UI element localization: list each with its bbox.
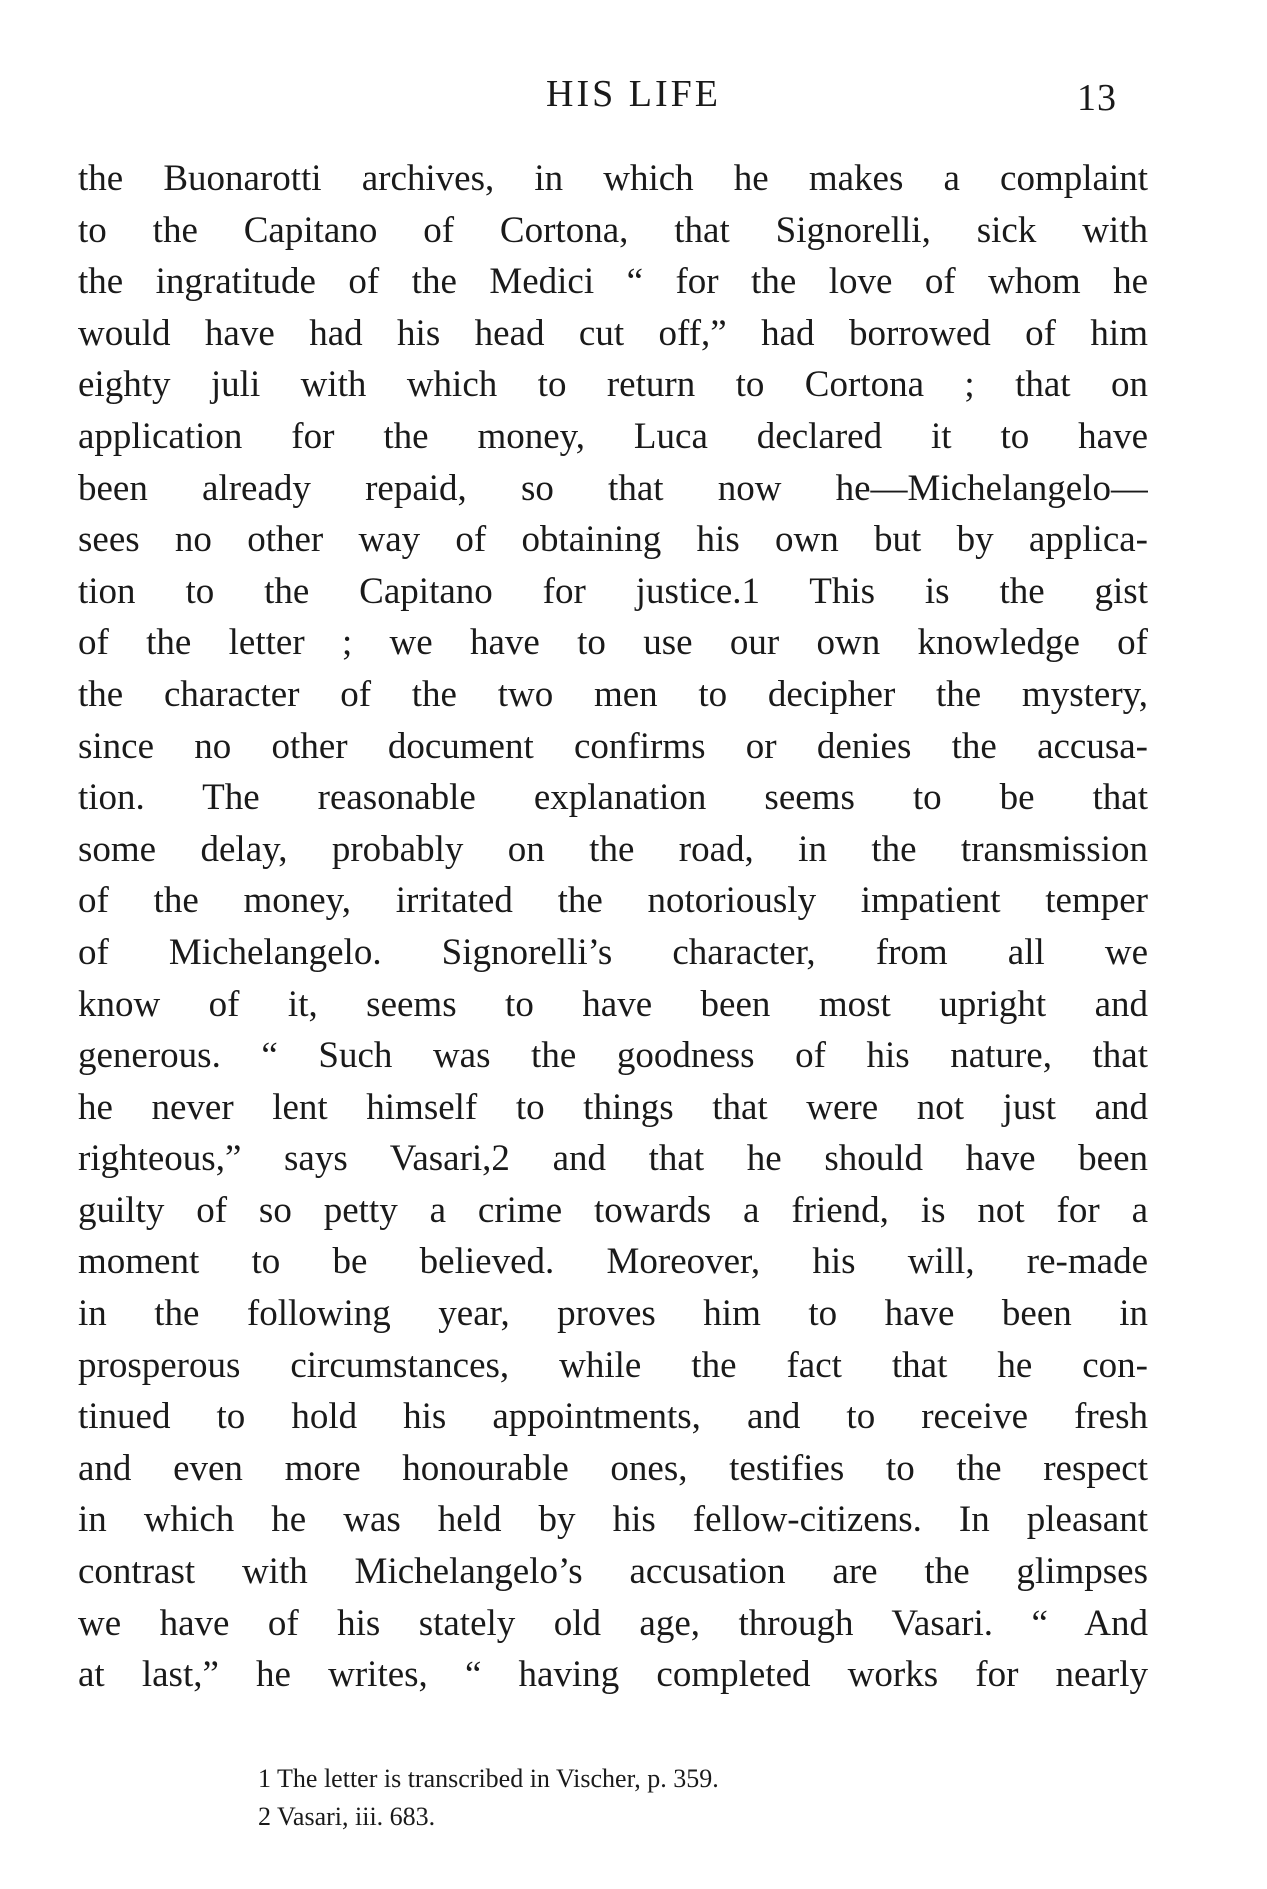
body-text [78,153,1148,1701]
footnotes [258,1760,1058,1836]
text-line: of the letter ; we have to use our own knowledge of [78,622,1148,664]
text-line: and even more honourable ones, testifies to the respect [78,1447,1148,1489]
text-line: application for the money, Luca declared it to have [78,415,1148,457]
text-line: he never lent himself to things that were not just and [78,1086,1148,1128]
text-line: righteous,” says Vasari,2 and that he should have been [78,1138,1148,1180]
text-line: some delay, probably on the road, in the transmission [78,828,1148,870]
text-line: in the following year, proves him to have been in [78,1293,1148,1335]
text-line: generous. “ Such was the goodness of his nature, that [78,1035,1148,1077]
text-line: eighty juli with which to return to Cortona ; that on [78,364,1148,406]
text-line: the ingratitude of the Medici “ for the love of whom he [78,261,1148,303]
text-line: of Michelangelo. Signorelli’s character, from all we [78,931,1148,973]
text-line: contrast with Michelangelo’s accusation are the glimpses [78,1551,1148,1593]
text-line: the Buonarotti archives, in which he makes a complaint [78,158,1148,199]
text-line: we have of his stately old age, through Vasari. “ And [78,1602,1148,1644]
text-line: guilty of so petty a crime towards a friend, is not for a [78,1189,1148,1231]
text-line: of the money, irritated the notoriously impatient temper [78,880,1148,922]
text-line: been already repaid, so that now he—Michelangelo— [78,467,1148,509]
text-line: tion. The reasonable explanation seems to be that [78,777,1148,819]
text-line: moment to be believed. Moreover, his will, re-made [78,1241,1148,1283]
text-line: the character of the two men to decipher the mystery, [78,673,1148,715]
text-line: to the Capitano of Cortona, that Signorelli, sick with [78,209,1148,251]
text-line: in which he was held by his fellow-citizens. In pleasant [78,1499,1148,1541]
text-line: sees no other way of obtaining his own but by applica- [78,519,1148,561]
running-title: HIS LIFE [546,73,721,115]
text-line: since no other document confirms or denies the accusa- [78,725,1148,767]
text-line: prosperous circumstances, while the fact that he con- [78,1344,1148,1386]
text-line: would have had his head cut off,” had borrowed of him [78,312,1148,354]
footnote: 1 The letter is transcribed in Vischer, p. 359. [258,1764,719,1793]
text-line: at last,” he writes, “ having completed works for nearly [78,1654,1148,1696]
page-number: 13 [1077,77,1117,119]
text-line: tion to the Capitano for justice.1 This is the gist [78,570,1148,612]
footnote: 2 Vasari, iii. 683. [258,1802,436,1831]
text-line: tinued to hold his appointments, and to receive fresh [78,1396,1148,1438]
running-head [0,72,1267,122]
text-line: know of it, seems to have been most upright and [78,983,1148,1025]
